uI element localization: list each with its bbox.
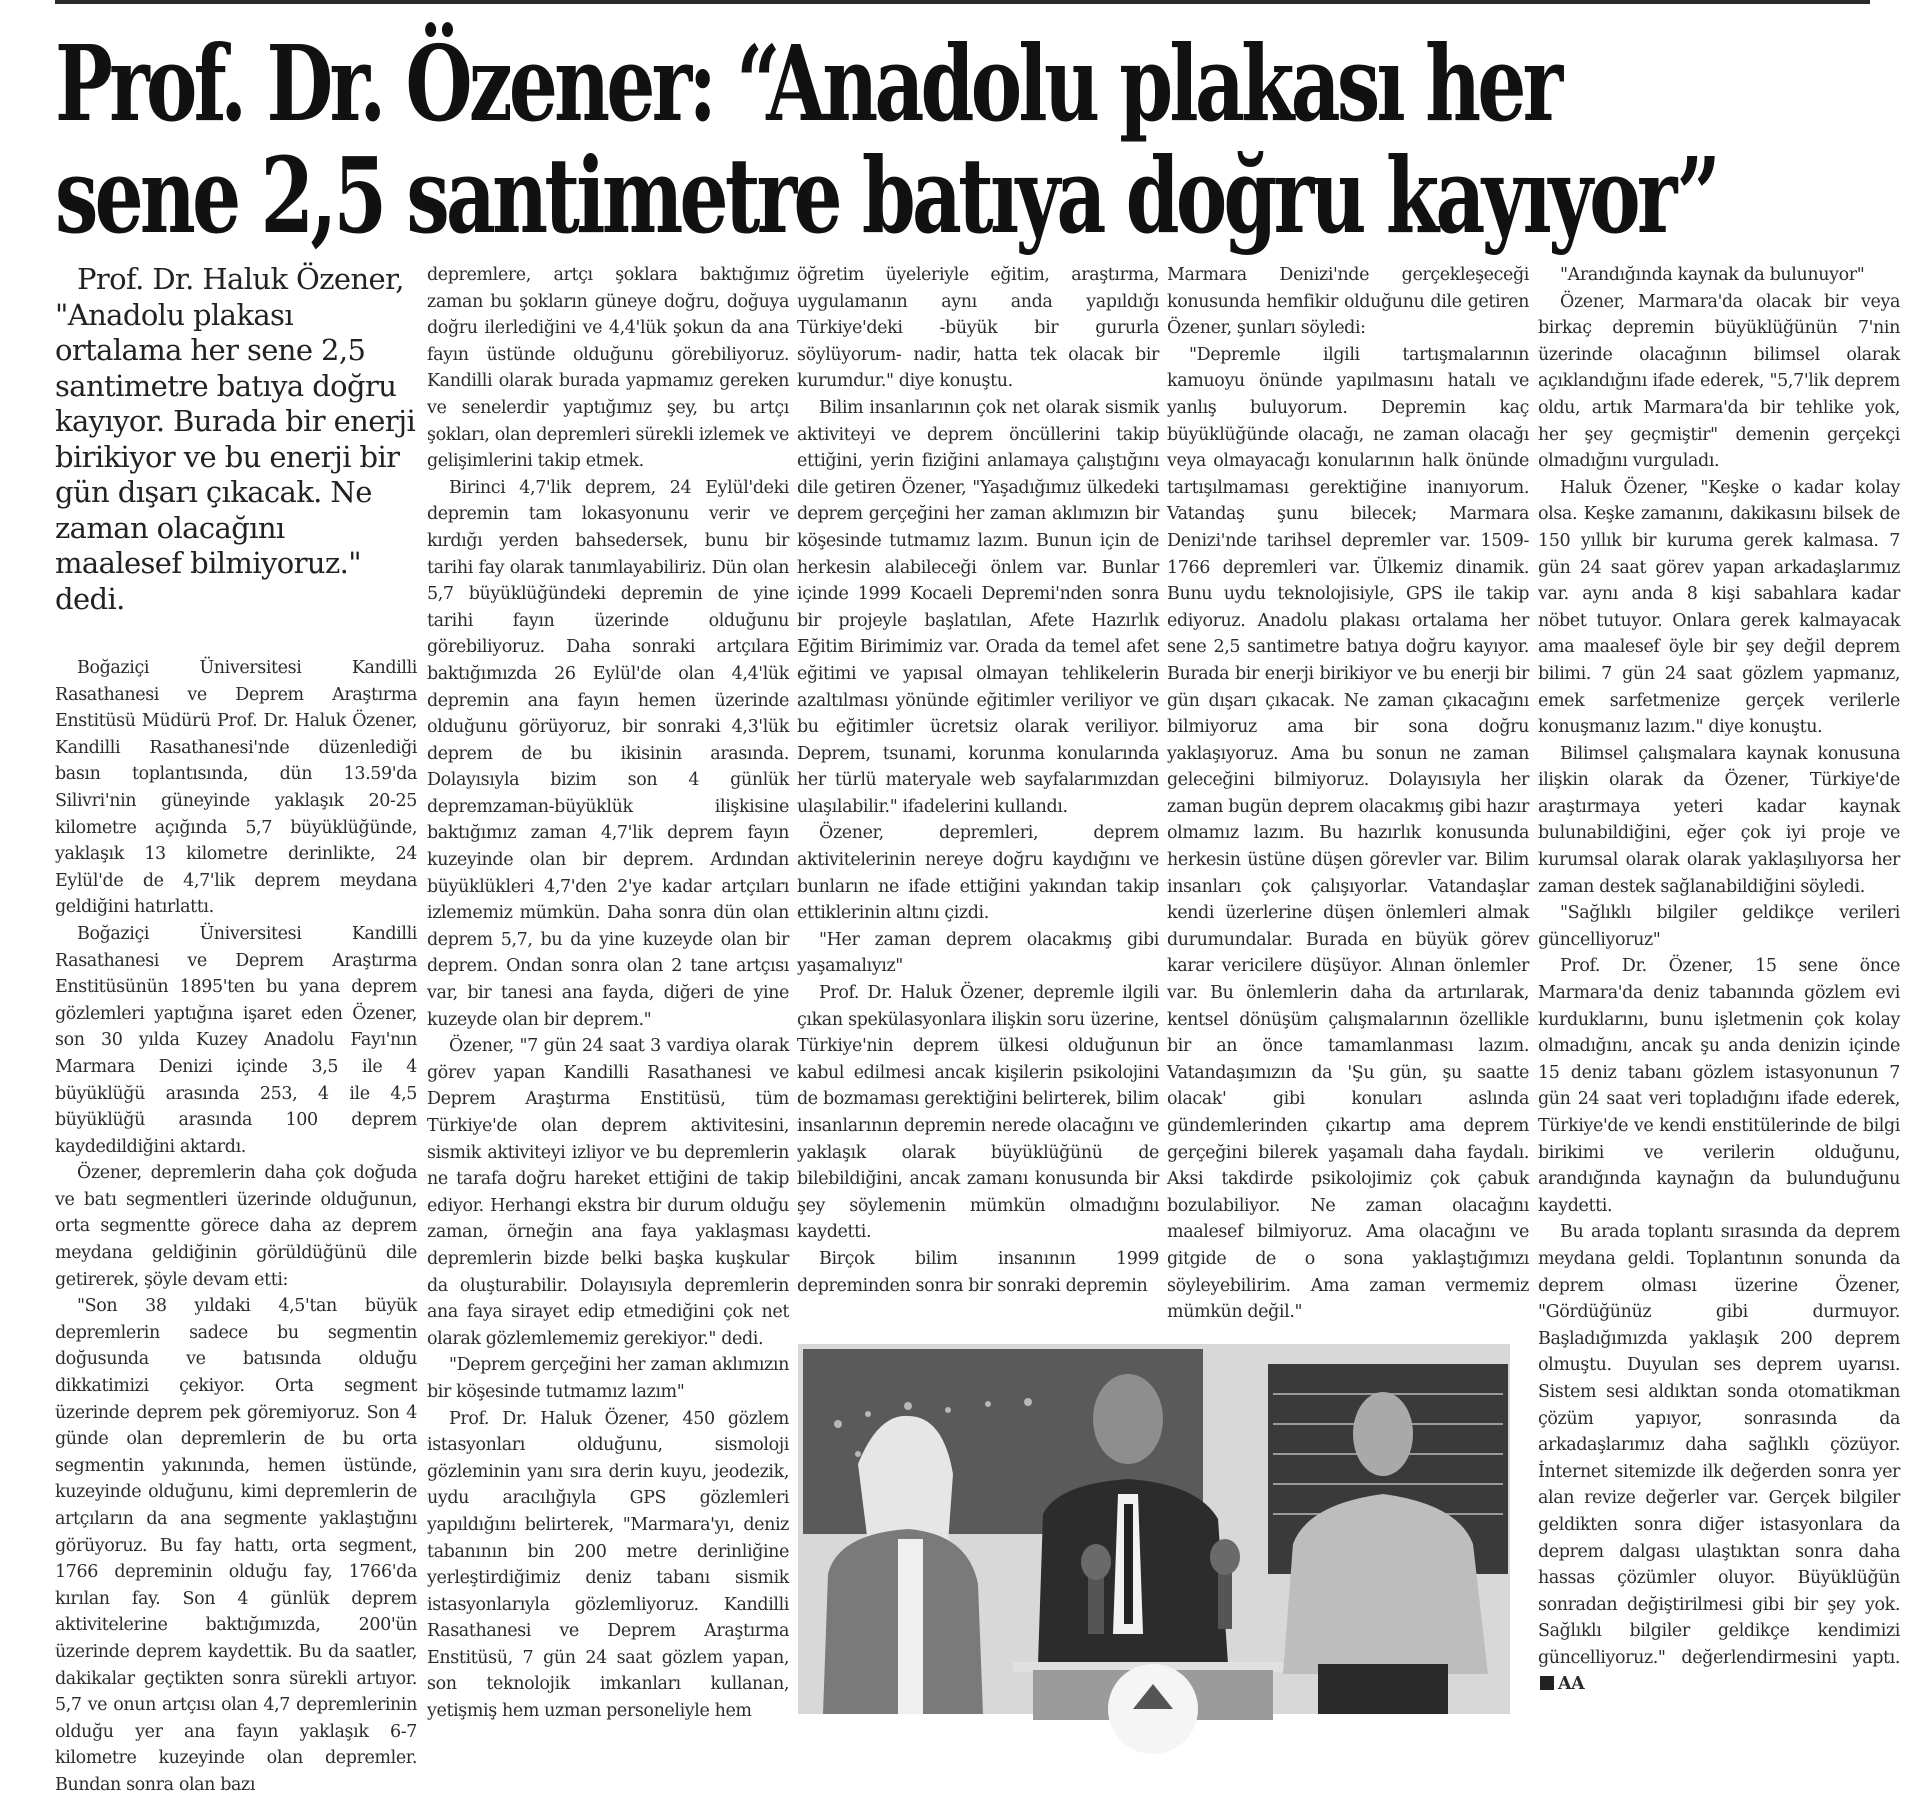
paragraph: Prof. Dr. Özener, 15 sene önce Marmara'da deniz tabanında gözlem evi kurduklarını, bunu işletmenin çok kolay olmadığını, ancak şu anda denizin içinde 15 deniz tabanı gözlem istasyonunun 7 gün 24 saat veri topladığını ifade ederek, Türkiye'de ve kendi enstitülerinde de bilgi birikimi ve verilerin olduğunu, arandığında kaynağın da bulunduğunu kaydetti. (1538, 956, 1900, 1216)
paragraph: Özener, "7 gün 24 saat 3 vardiya olarak görev yapan Kandilli Rasathanesi ve Deprem Araştırma Enstitüsü, tüm Türkiye'de olan deprem aktivitesini, sismik aktiviteyi izliyor ve bu depremlerin ne tarafa doğru hareket ettiğini de takip ediyor. Herhangi ekstra bir durum olduğu zaman, örneğin ana faya yaklaşması depremlerin bizde belki başka kuşkular da oluşturabilir. Dolayısıyla depremlerin ana faya sirayet edip etmediğini çok net olarak gözlemlememiz gerekiyor." dedi. (427, 1036, 789, 1349)
headline (55, 22, 1718, 257)
paragraph (1538, 1219, 1900, 1698)
column-5 (1538, 262, 1900, 1712)
subheading: "Her zaman deprem olacakmış gibi yaşamalıyız" (797, 929, 1159, 977)
paragraph: Bilim insanlarının çok net olarak sismik aktiviteyi ve deprem öncüllerini takip ettiğini, yerin fiziğini anlamaya çalıştığını dile getiren Özener, "Yaşadığımız ülkedeki deprem gerçeğini her zaman aklımızın bir köşesinde tutmamız lazım. Bunun için de herkesin alabileceği önlem var. Bunlar içinde 1999 Kocaeli Depremi'nden sonra bir projeyle başlatılan, Afete Hazırlık Eğitim Birimimiz var. Orada da temel afet eğitimi ve yapısal olmayan tehlikelerin azaltılması yönünde eğitimler veriliyor ve bu eğitimler ücretsiz olarak veriliyor. Deprem, tsunami, korunma konularında her türlü materyale web sayfalarımızdan ulaşılabilir." ifadelerini kullandı. (797, 397, 1159, 817)
paragraph: Birinci 4,7'lik deprem, 24 Eylül'deki depremin tam lokasyonunu verir ve kırdığı yerden bahsedersek, bunu bir tarihi fay olarak tanımlayabiliriz. Dün olan 5,7 büyüklüğündeki depremin de yine tarihi fayın üzerinde olduğunu görebiliyoruz. Daha sonraki artçılara baktığımızda 26 Eylül'de olan 4,4'lük depremin ana fayın hemen üzerinde olduğunu görüyoruz, bir sonraki 4,3'lük deprem de bu ikisinin arasında. Dolayısıyla bizim son 4 günlük depremzaman-büyüklük ilişkisine baktığımız zaman 4,7'lik deprem fayın kuzeyinde olan bir deprem. Ardından büyüklükleri 4,7'den 2'ye kadar artçıları izlememiz mümkün. Daha sonra dün olan deprem 5,7, bu da yine kuzeyde olan bir deprem. Ondan sonra olan 2 tane artçısı var, bir tanesi ana fayda, diğeri de yine kuzeyde olan bir deprem." (427, 477, 789, 1030)
paragraph: Boğaziçi Üniversitesi Kandilli Rasathanesi ve Deprem Araştırma Enstitüsü Müdürü Prof. Dr. Haluk Özener, Kandilli Rasathanesi'nde düzenlediği basın toplantısında, dün 13.59'da Silivri'nin güneyinde yaklaşık 20-25 kilometre açığında 5,7 büyüklüğünde, yaklaşık 13 kilometre derinlikte, 24 Eylül'de de 4,7'lik deprem meydana geldiğini hatırlattı. (55, 658, 417, 918)
paragraph: Prof. Dr. Haluk Özener, depremle ilgili çıkan spekülasyonlara ilişkin soru üzerine, Türkiye'nin deprem ülkesi olduğunun kabul edilmesi ancak kişilerin psikolojini de bozmaması gerektiğini belirterek, bilim insanlarının depremin nerede olacağını ve yaklaşık olarak büyüklüğünü de bilebildiğini, ancak zamanı konusunda bir şey söylemenin mümkün olmadığını kaydetti. (797, 983, 1159, 1243)
lead-paragraph: Prof. Dr. Haluk Özener, "Anadolu plakası ortalama her sene 2,5 santimetre batıya doğru kayıyor. Burada bir enerji birikiyor ve bu enerji bir gün dışarı çıkacak. Ne zaman olacağını maalesef bilmiyoruz." dedi. (55, 262, 416, 616)
paragraph: Özener, depremleri, deprem aktivitelerinin nereye doğru kaydığını ve bunların ne ifade ettiğini yakından takip ettiklerinin altını çizdi. (797, 823, 1159, 924)
paragraph: Bilimsel çalışmalara kaynak konusuna ilişkin olarak da Özener, Türkiye'de araştırmaya yeteri kadar kaynak bulunabildiğini, eğer çok iyi proje ve kurumsal olarak olarak yaklaşılıyorsa her zaman destek sağlanabildiğini söyledi. (1538, 743, 1900, 897)
subheading: "Deprem gerçeğini her zaman aklımızın bir köşesinde tutmamız lazım" (427, 1355, 789, 1402)
paragraph: Birçok bilim insanının 1999 depreminden sonra bir sonraki depremin (797, 1248, 1159, 1296)
paragraph: depremlere, artçı şoklara baktığımız zaman bu şokların güneye doğru, doğuya doğru ilerlediğini ve 4,4'lük şokun da ana fayın üstünde olduğunu görebiliyoruz. Kandilli olarak burada yapmamız gereken ve senelerdir yaptığımız şey, bu artçı şokları, olan depremleri sürekli izlemek ve gelişimlerini takip etmek. (427, 265, 789, 472)
column-3 (797, 262, 1159, 1332)
photo-illustration (798, 1344, 1510, 1714)
column-1 (55, 262, 417, 1795)
headline-line-1: Prof. Dr. Özener: “Anadolu plakası her (55, 22, 1560, 145)
paragraph: "Son 38 yıldaki 4,5'tan büyük depremlerin sadece bu segmentin doğusunda ve batısında olduğu dikkatimizi çekiyor. Orta segment üzerinde deprem pek göremiyoruz. Son 4 günde olan depremlerin de bu orta segmentin yakınında, hemen üstünde, kuzeyinde olduğunu, kimi depremlerin de artçıların da ana segmente yaklaştığını görüyoruz. Bu fay hattı, orta segment, 1766 depreminin olduğu fay, 1766'da kırılan fay. Son 4 günlük deprem aktivitelerine baktığımızda, 200'ün üzerinde deprem kaydettik. Bu da saatler, dakikalar geçtikten sonra sürekli artıyor. 5,7 ve onun artçısı olan 4,7 depremlerinin olduğu yer ana fayın yaklaşık 6-7 kilometre kuzeyinde olan depremler. Bundan sonra olan bazı (55, 1296, 417, 1795)
paragraph: Marmara Denizi'nde gerçekleşeceği konusunda hemfikir olduğunu dile getiren Özener, şunları söyledi: (1167, 265, 1529, 339)
paragraph: Prof. Dr. Haluk Özener, 450 gözlem istasyonları olduğunu, sismoloji gözleminin yanı sıra derin kuyu, jeodezik, uydu aracılığıyla GPS gözlemleri yapıldığını belirterek, "Marmara'yı, deniz tabanının bin 200 metre derinliğine yerleştirdiğimiz deniz tabanı sismik istasyonlarıyla gözlemliyoruz. Kandilli Rasathanesi ve Deprem Araştırma Enstitüsü, 7 gün 24 saat gözlem yapan, son teknolojik imkanları kullanan, yetişmiş hem uzman personeliyle hem (427, 1408, 789, 1722)
paragraph: "Depremle ilgili tartışmalarının kamuoyu önünde yapılmasını hatalı ve yanlış buluyorum. Depremin kaç büyüklüğünde olacağı, ne zaman olacağı veya olmayacağı konularının halk önünde tartışılmaması gerektiğine inanıyorum. Vatandaş şunu bilecek; Marmara Denizi'nde tarihsel depremler var. 1509-1766 depremleri var. Ülkemiz dinamik. Bunu uydu teknolojisiyle, GPS ile takip ediyoruz. Anadolu plakası ortalama her sene 2,5 santimetre batıya doğru kayıyor. Burada bir enerji birikiyor ve bu enerji bir gün dışarı çıkacak. Ne zaman çıkacağını bilmiyoruz ama bir sona doğru yaklaşıyoruz. Ama bu sonun ne zaman geleceğini bilmiyoruz. Dolayısıyla her zaman bugün deprem olacakmış gibi hazır olmamız lazım. Bu hazırlık konusunda herkesin üstüne düşen görevler var. Bilim insanları çok çalışıyorlar. Vatandaşlar kendi üzerlerine düşen önlemleri almak durumundalar. Burada en büyük görev karar vericilere düşüyor. Alınan önlemler var. Bu önlemlerin daha da artırılarak, kentsel dönüşüm çalışmalarının özellikle bir an önce tamamlanması lazım. Vatandaşımızın da 'Şu gün, şu saatte olacak' gibi konuları aslında gündemlerinden çıkartıp ama deprem gerçeğini bilerek yaşamalı daha faydalı. Aksi takdirde psikolojimiz çok çabuk bozulabiliyor. Ne zaman olacağını maalesef bilmiyoruz. Ama olacağını ve gitgide de o sona yaklaştığımızı söyleyebilirim. Ama zaman vermemiz mümkün değil." (1167, 344, 1529, 1323)
paragraph: Boğaziçi Üniversitesi Kandilli Rasathanesi ve Deprem Araştırma Enstitüsünün 1895'ten bu yana deprem gözlemleri yaptığına işaret eden Özener, son 30 yılda Kuzey Anadolu Fayı'nın Marmara Denizi içinde 3,5 ile 4 büyüklüğü arasında 253, 4 ile 4,5 büyüklüğü arasında 100 deprem kaydedildiğini aktardı. (55, 923, 417, 1157)
subheading: "Arandığında kaynak da bulunuyor" (1560, 265, 1865, 285)
agency-byline: AA (1558, 1674, 1585, 1695)
press-conference-photo (798, 1344, 1510, 1714)
paragraph: Özener, depremlerin daha çok doğuda ve batı segmentleri üzerinde olduğunun, orta segmentte görece daha az deprem meydana geldiğinin görüldüğünü dile getirerek, şöyle devam etti: (55, 1163, 417, 1290)
subheading: "Sağlıklı bilgiler geldikçe verileri güncelliyoruz" (1538, 903, 1900, 950)
paragraph: Özener, Marmara'da olacak bir veya birkaç depremin büyüklüğünün 7'nin üzerinde olacağının bilimsel olarak açıklandığını ifade ederek, "5,7'lik deprem oldu, artık Marmara'da bir tehlike yok, her şey geçmiştir" demenin gerçekçi olmadığını vurguladı. (1538, 291, 1900, 472)
paragraph-text: Bu arada toplantı sırasında da deprem meydana geldi. Toplantının sonunda da deprem olması üzerine Özener, "Gördüğünüz gibi durmuyor. Başladığımızda yaklaşık 200 deprem olmuştu. Duyulan ses deprem uyarısı. Sistem sesi aldıktan sonda otomatikman çözüm yapıyor, sonrasında da arkadaşlarımız daha sağlıklı çözüyor. İnternet sitemizde ilk değerden sonra yer alan revize değerler var. Gerçek bilgiler geldikten sonra diğer istasyonlara da deprem dalgası ulaştıktan sonra daha hassas çözümler oluyor. Büyüklüğün sonradan değiştirilmesi gibi bir şey yok. Sağlıklı bilgiler geldikçe kendimizi güncelliyoruz." değerlendirmesini yaptı. (1538, 1222, 1900, 1668)
column-4 (1167, 262, 1529, 1332)
end-mark-square-icon (1540, 1676, 1554, 1690)
paragraph: Haluk Özener, "Keşke o kadar kolay olsa. Keşke zamanını, dakikasını bilsek de 150 yıllık bir kuruma gerek kalmasa. 7 gün 24 saat görev yapan arkadaşlarımız var. aynı anda 8 kişi sabahlara kadar nöbet tutuyor. Onlara gerek kalmayacak ama maalesef öyle bir şey değil deprem bilimi. 7 gün 24 saat gözlem yapmanız, emek sarfetmenize gerçek verilerle konuşmanız lazım." diye konuştu. (1538, 477, 1900, 738)
top-rule (55, 0, 1870, 4)
paragraph: öğretim üyeleriyle eğitim, araştırma, uygulamanın aynı anda yapıldığı Türkiye'deki -büyük bir gururla söylüyorum- nadir, hatta tek olacak bir kurumdur." diye konuştu. (797, 265, 1159, 392)
headline-line-2: sene 2,5 santimetre batıya doğru kayıyor” (55, 134, 1718, 257)
column-2 (427, 262, 789, 1722)
